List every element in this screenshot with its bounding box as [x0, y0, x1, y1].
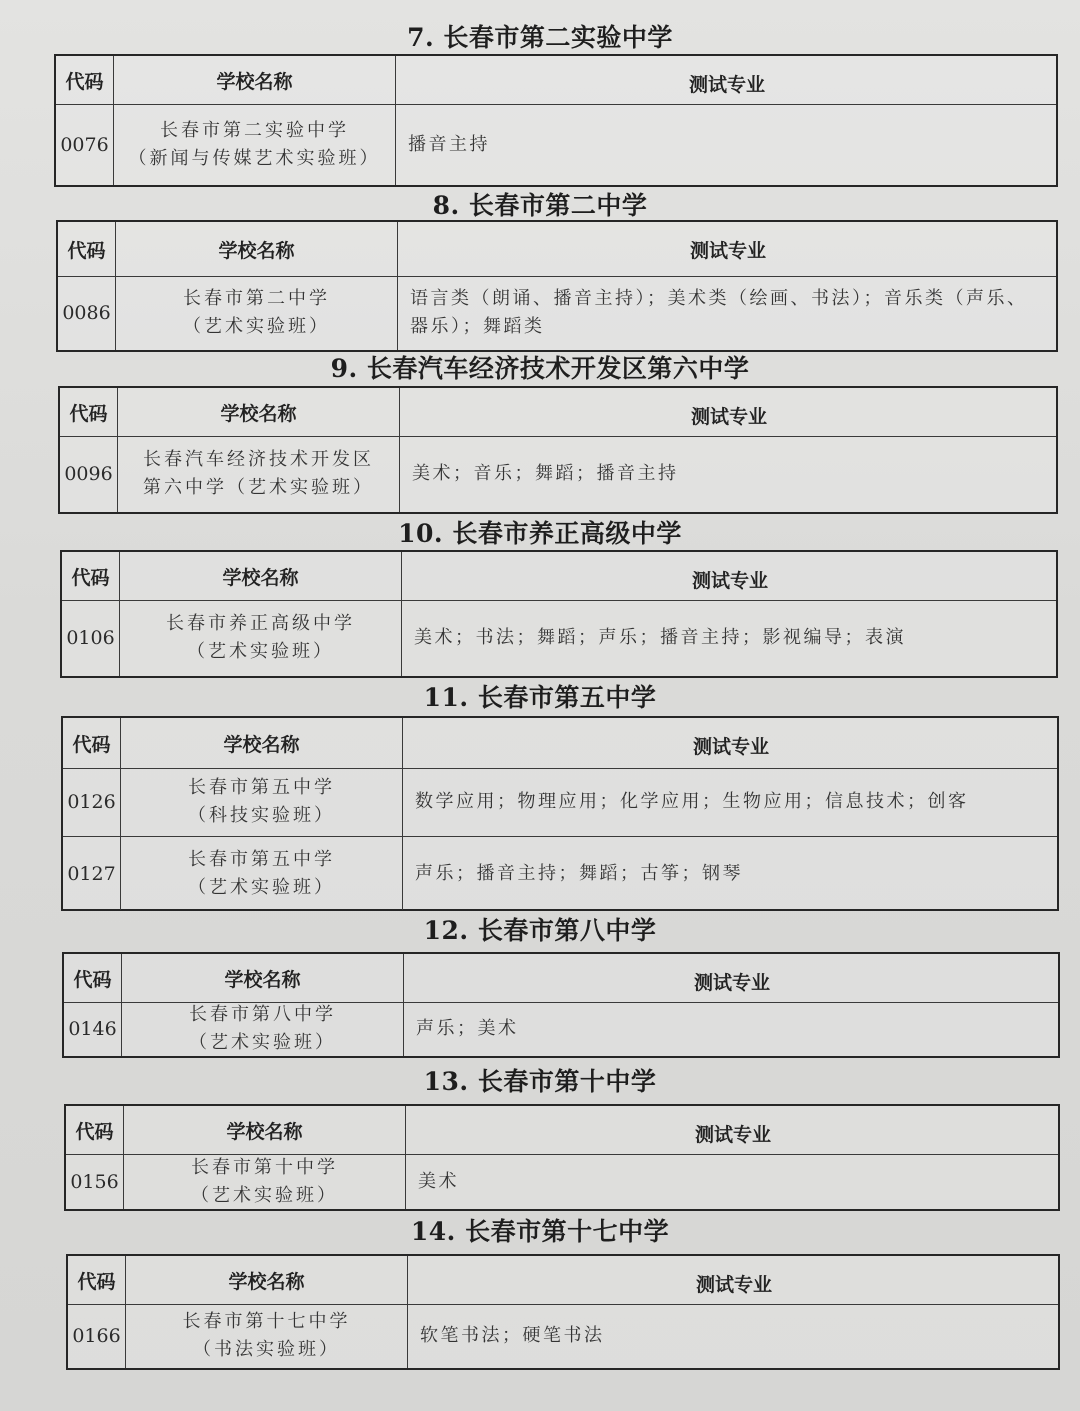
header-name: 学校名称 [122, 954, 404, 1002]
table-row [56, 104, 1056, 185]
school-code: 0126 [67, 791, 116, 813]
table-row [64, 1002, 1058, 1056]
header-name: 学校名称 [120, 552, 402, 600]
header-code: 代码 [68, 1256, 126, 1304]
school-table [58, 386, 1058, 514]
school-name-line2: 第六中学（艺术实验班） [143, 477, 374, 498]
school-code: 0086 [62, 302, 111, 324]
table-header [62, 552, 1056, 601]
table-header [60, 388, 1056, 437]
table-header [66, 1106, 1058, 1155]
school-name-line1: 长春市第二实验中学 [160, 119, 349, 141]
header-code: 代码 [63, 718, 121, 768]
table-header [56, 56, 1056, 105]
school-table [66, 1254, 1060, 1370]
header-name: 学校名称 [121, 718, 403, 768]
header-major: 测试专业 [691, 570, 768, 592]
header-name: 学校名称 [116, 222, 398, 276]
table-row [60, 436, 1056, 512]
school-code: 0166 [72, 1325, 121, 1347]
school-name-line1: 长春市第五中学 [188, 848, 335, 870]
table-header [68, 1256, 1058, 1305]
test-major: 播音主持 [408, 133, 490, 155]
school-name-line1: 长春市第十中学 [191, 1156, 338, 1178]
school-table [54, 54, 1058, 187]
section-title: 7. 长春市第二实验中学 [407, 23, 673, 52]
school-table [60, 550, 1058, 678]
school-code: 0127 [67, 862, 116, 885]
header-code: 代码 [62, 552, 120, 600]
test-major: 声乐；播音主持；舞蹈；古筝；钢琴 [415, 862, 743, 884]
header-name: 学校名称 [118, 388, 400, 436]
table-row [66, 1154, 1058, 1209]
school-code: 0076 [60, 133, 109, 156]
school-name-line2: （艺术实验班） [189, 1032, 336, 1053]
school-table [56, 220, 1058, 352]
section-title: 14. 长春市第十七中学 [410, 1217, 670, 1246]
table-row [68, 1304, 1058, 1368]
header-code: 代码 [58, 222, 116, 276]
table-row [62, 600, 1056, 676]
school-name-line2: （书法实验班） [193, 1339, 340, 1360]
table-header [58, 222, 1056, 277]
school-name-line2: （艺术实验班） [187, 641, 334, 662]
header-major: 测试专业 [692, 736, 769, 758]
school-name-line2: （艺术实验班） [191, 1184, 338, 1206]
school-name-line1: 长春市第五中学 [188, 777, 335, 798]
section-title: 11. 长春市第五中学 [423, 683, 657, 712]
test-major: 软笔书法；硬笔书法 [420, 1325, 605, 1346]
school-code: 0156 [70, 1170, 119, 1193]
school-name-line2: （新闻与传媒艺术实验班） [128, 147, 381, 169]
section-title: 8. 长春市第二中学 [432, 191, 648, 220]
header-major: 测试专业 [689, 240, 766, 262]
header-name: 学校名称 [124, 1106, 406, 1154]
test-major: 数学应用；物理应用；化学应用；生物应用；信息技术；创客 [415, 791, 969, 812]
section-title: 13. 长春市第十中学 [423, 1067, 657, 1096]
header-code: 代码 [56, 56, 114, 104]
header-major: 测试专业 [693, 972, 770, 994]
test-major: 美术；书法；舞蹈；声乐；播音主持；影视编导；表演 [414, 627, 906, 648]
section-title: 9. 长春汽车经济技术开发区第六中学 [330, 354, 750, 383]
school-name-line1: 长春汽车经济技术开发区 [143, 449, 374, 470]
header-code: 代码 [66, 1106, 124, 1154]
section-title: 10. 长春市养正高级中学 [398, 519, 682, 548]
header-code: 代码 [64, 954, 122, 1002]
school-name-line2: （艺术实验班） [183, 316, 330, 337]
table-row [58, 276, 1056, 350]
school-code: 0096 [64, 463, 113, 485]
school-name-line1: 长春市第八中学 [189, 1004, 336, 1025]
header-major: 测试专业 [690, 406, 767, 428]
header-code: 代码 [60, 388, 118, 436]
school-table [64, 1104, 1060, 1211]
school-name-line2: （科技实验班） [188, 805, 335, 826]
table-row [63, 768, 1057, 836]
school-code: 0106 [66, 627, 115, 649]
test-major: 语言类（朗诵、播音主持）；美术类（绘画、书法）；音乐类（声乐、器乐）；舞蹈类 [410, 288, 1028, 337]
header-major: 测试专业 [688, 74, 765, 96]
school-table [62, 952, 1060, 1058]
table-row [63, 836, 1057, 910]
school-name-line1: 长春市养正高级中学 [166, 613, 355, 634]
school-table [61, 716, 1059, 911]
school-name-line1: 长春市第二中学 [183, 288, 330, 309]
school-name-line1: 长春市第十七中学 [182, 1311, 351, 1332]
test-major: 美术 [418, 1170, 459, 1192]
test-major: 声乐；美术 [416, 1018, 519, 1039]
header-name: 学校名称 [126, 1256, 408, 1304]
test-major: 美术；音乐；舞蹈；播音主持 [412, 463, 679, 484]
table-header [64, 954, 1058, 1003]
header-major: 测试专业 [695, 1274, 772, 1296]
school-name-line2: （艺术实验班） [188, 876, 335, 898]
header-major: 测试专业 [694, 1124, 771, 1146]
header-name: 学校名称 [114, 56, 396, 104]
school-code: 0146 [68, 1018, 117, 1040]
section-title: 12. 长春市第八中学 [423, 916, 657, 945]
table-header [63, 718, 1057, 769]
